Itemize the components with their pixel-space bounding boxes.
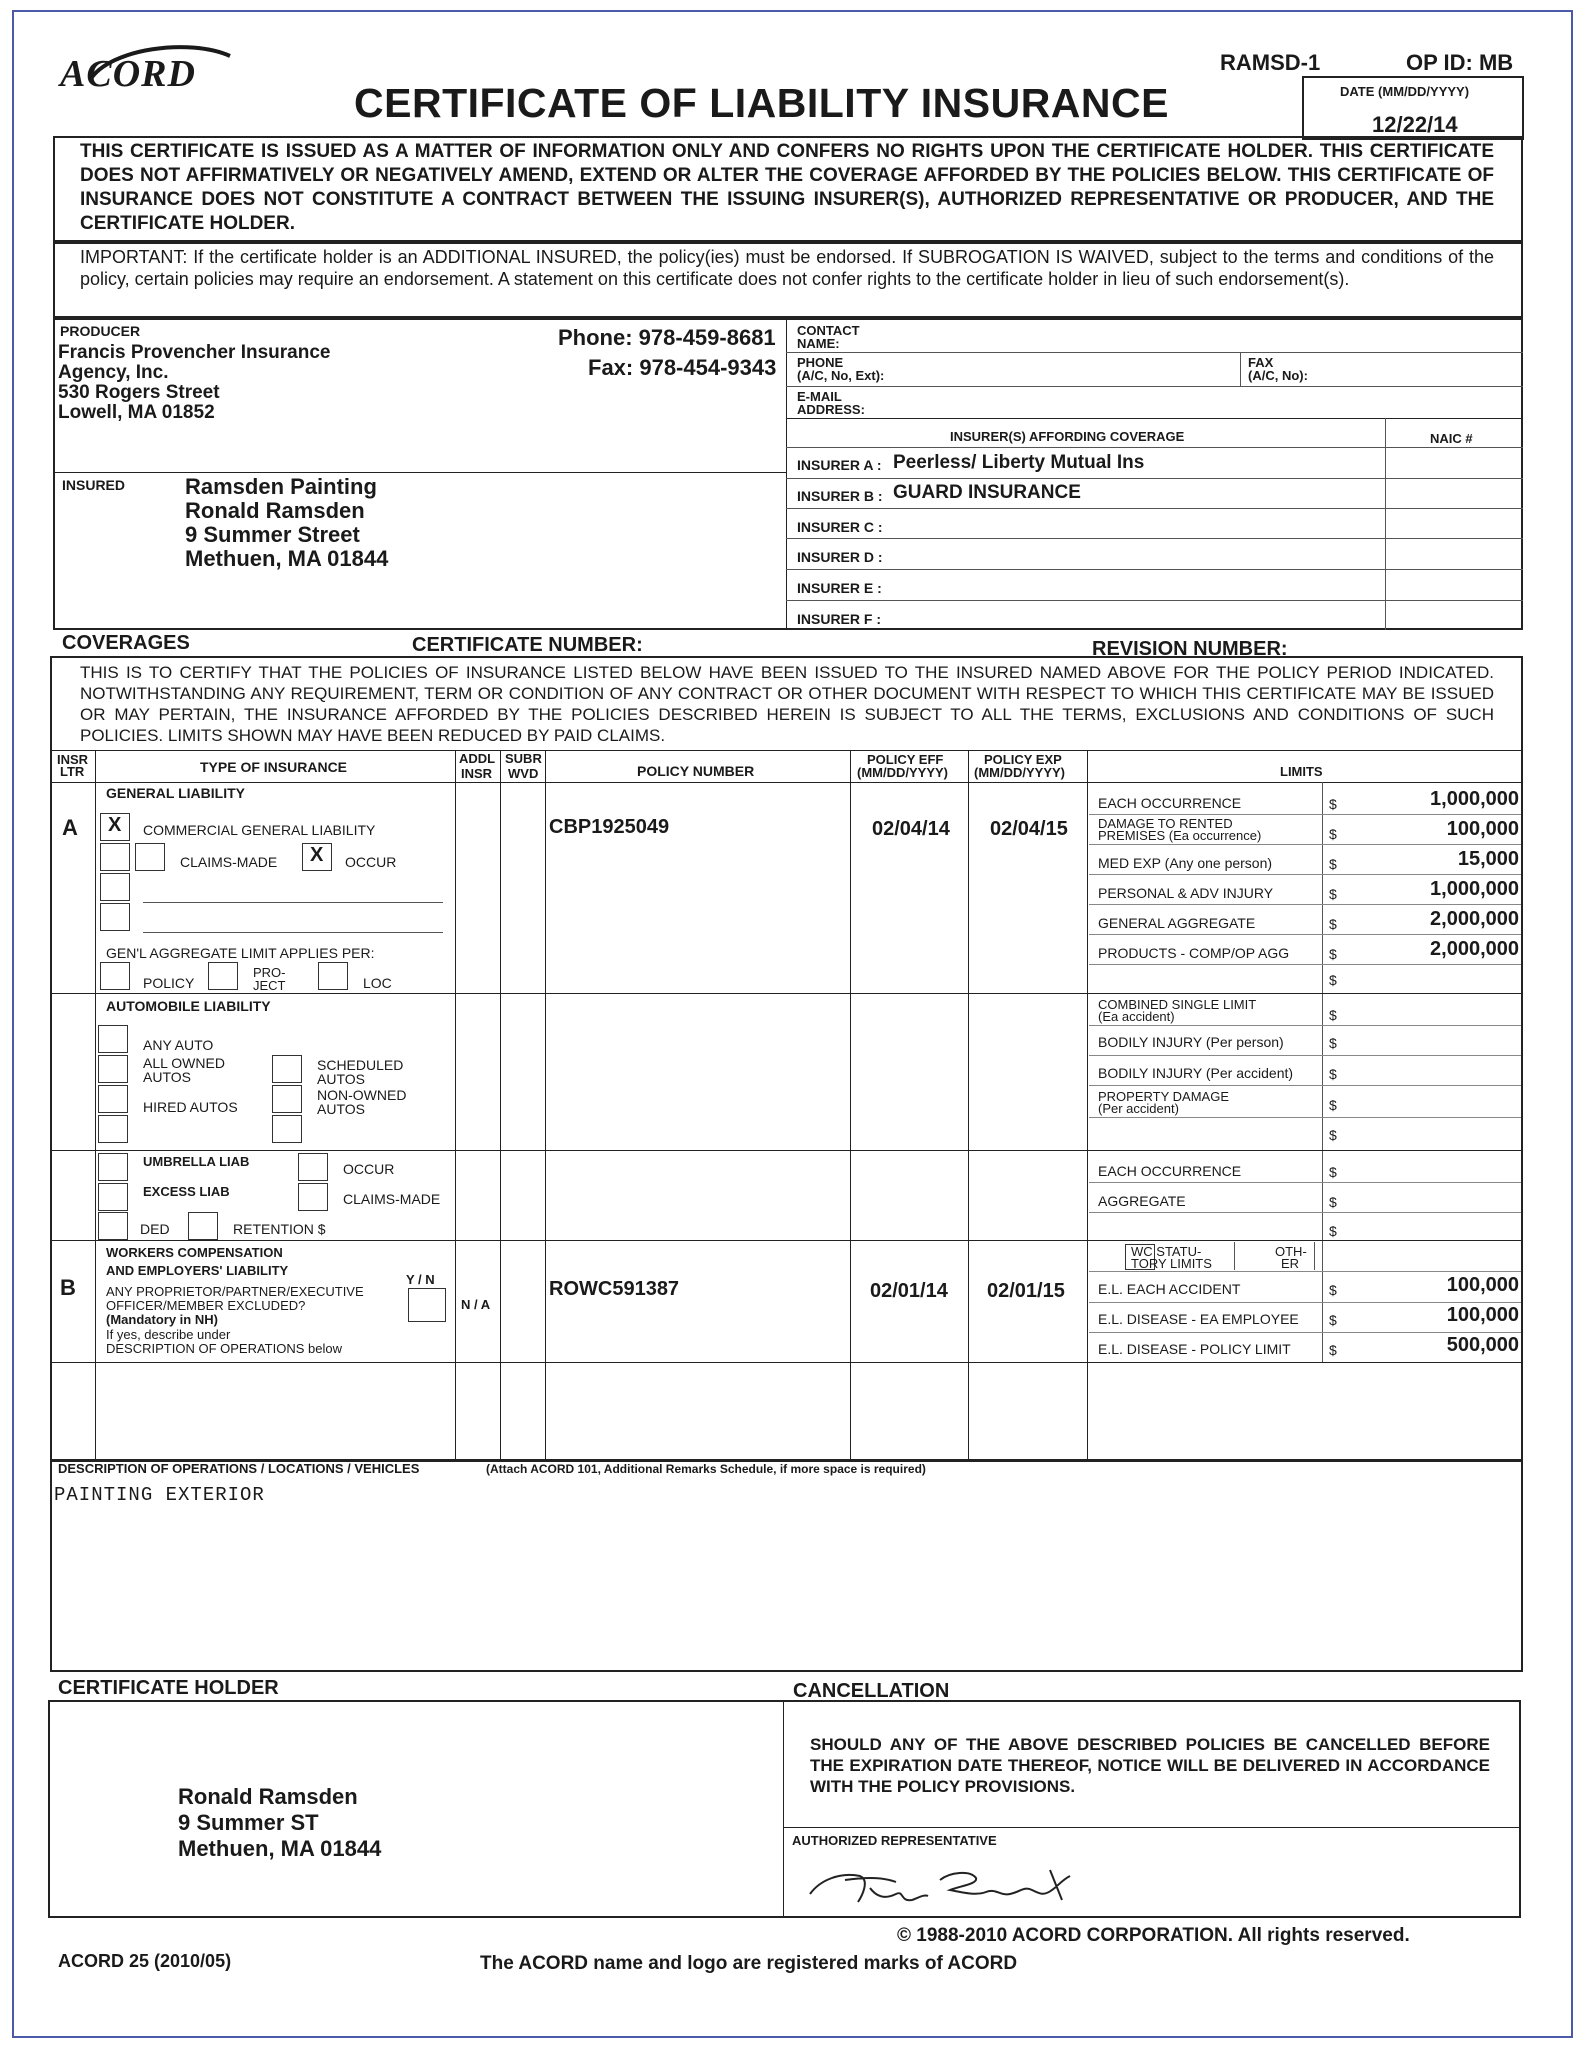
wc-other-label: OTH- bbox=[1275, 1244, 1307, 1259]
limits-header: LIMITS bbox=[1280, 764, 1323, 779]
certificate-holder-label: CERTIFICATE HOLDER bbox=[58, 1677, 279, 1699]
wc-title: WORKERS COMPENSATION bbox=[106, 1245, 283, 1260]
ded-label: DED bbox=[140, 1221, 170, 1237]
insurer-b-value: GUARD INSURANCE bbox=[893, 482, 1081, 503]
gl-limit-row: MED EXP (Any one person) $ 15,000 bbox=[1089, 844, 1521, 875]
insured-contact: Ronald Ramsden bbox=[185, 498, 365, 523]
insurer-f-label: INSURER F : bbox=[797, 611, 881, 627]
ramsd-code: RAMSD-1 bbox=[1220, 50, 1321, 75]
gl-limit-row: PRODUCTS - COMP/OP AGG $ 2,000,000 bbox=[1089, 934, 1521, 965]
date-value: 12/22/14 bbox=[1372, 112, 1458, 137]
auto-title: AUTOMOBILE LIABILITY bbox=[106, 998, 271, 1014]
wc-limit-row: E.L. DISEASE - EA EMPLOYEE $ 100,000 bbox=[1089, 1302, 1521, 1333]
wc-question: ANY PROPRIETOR/PARTNER/EXECUTIVE bbox=[106, 1284, 364, 1299]
claims-made-label: CLAIMS-MADE bbox=[180, 854, 278, 870]
gl-policy-number: CBP1925049 bbox=[549, 816, 670, 838]
gl-limit-row: PERSONAL & ADV INJURY $ 1,000,000 bbox=[1089, 874, 1521, 905]
wc-exp-date: 02/01/15 bbox=[987, 1280, 1065, 1302]
description-text: PAINTING EXTERIOR bbox=[54, 1484, 265, 1506]
gl-insurer-letter: A bbox=[62, 815, 78, 840]
disclaimer-text: THIS CERTIFICATE IS ISSUED AS A MATTER OF INFORMATION ONLY AND CONFERS NO RIGHTS UPON THE CERTIFICATE HOLDER. THIS CERTIFICATE DOES NOT AFFIRMATIVELY OR NEGATIVELY AMEND, EXTEND OR ALTER THE COVERAGE AFFORDED BY THE POLICIES BELOW. THIS CERTIFICATE OF INSURANCE DOES NOT CONSTITUTE A CONTRACT BETWEEN THE ISSUING INSURER(S), AUTHORIZED REPRESENTATIVE OR PRODUCER, AND THE CERTIFICATE HOLDER. bbox=[80, 141, 1494, 234]
hired-label: HIRED AUTOS bbox=[143, 1099, 238, 1115]
wc-limit-row: E.L. EACH ACCIDENT $ 100,000 bbox=[1089, 1271, 1521, 1303]
umbrella-label: UMBRELLA LIAB bbox=[143, 1154, 250, 1169]
umbrella-limit-row: AGGREGATE $ bbox=[1089, 1182, 1521, 1213]
wc-excluded-checkbox[interactable] bbox=[408, 1288, 446, 1322]
gl-limit-row: GENERAL AGGREGATE $ 2,000,000 bbox=[1089, 904, 1521, 935]
gl-limit-row: $ bbox=[1329, 972, 1337, 988]
producer-name-2: Agency, Inc. bbox=[58, 362, 169, 383]
authorized-rep-label: AUTHORIZED REPRESENTATIVE bbox=[792, 1833, 997, 1848]
wc-policy-number: ROWC591387 bbox=[549, 1278, 680, 1300]
insurer-d-label: INSURER D : bbox=[797, 549, 883, 565]
holder-street: 9 Summer ST bbox=[178, 1810, 319, 1835]
umb-occur-label: OCCUR bbox=[343, 1161, 395, 1177]
agg-project-label: PRO- bbox=[253, 965, 286, 980]
excess-checkbox[interactable] bbox=[98, 1183, 128, 1211]
wc-statutory-label: WC STATU- bbox=[1131, 1244, 1202, 1259]
insured-street: 9 Summer Street bbox=[185, 522, 360, 547]
naic-header: NAIC # bbox=[1430, 431, 1473, 446]
producer-fax: Fax: 978-454-9343 bbox=[588, 355, 777, 380]
el-disease-employee-amount: 100,000 bbox=[1446, 1304, 1519, 1326]
holder-cancellation-box bbox=[48, 1700, 1521, 1918]
scheduled-label: SCHEDULED bbox=[317, 1057, 404, 1073]
occur-mark: X bbox=[310, 844, 324, 866]
subr-header: SUBR bbox=[505, 751, 542, 766]
contact-email-label: E-MAIL bbox=[797, 389, 842, 404]
contact-fax-label: FAX bbox=[1248, 355, 1274, 370]
copyright: © 1988-2010 ACORD CORPORATION. All rights reserved. bbox=[897, 1925, 1410, 1946]
umbrella-limit-row: $ bbox=[1329, 1223, 1337, 1239]
wc-yn-label: Y / N bbox=[406, 1272, 435, 1287]
eff-header: POLICY EFF bbox=[867, 752, 944, 767]
insurers-header: INSURER(S) AFFORDING COVERAGE bbox=[950, 429, 1185, 444]
occur-label: OCCUR bbox=[345, 854, 397, 870]
addl-header: ADDL bbox=[459, 751, 496, 766]
producer-label: PRODUCER bbox=[60, 323, 141, 339]
description-note: (Attach ACORD 101, Additional Remarks Schedule, if more space is required) bbox=[486, 1462, 926, 1476]
gl-eff-date: 02/04/14 bbox=[872, 818, 950, 840]
claims-made-checkbox[interactable] bbox=[135, 843, 165, 871]
damage-rented-amount: 100,000 bbox=[1446, 818, 1519, 840]
insurer-a-value: Peerless/ Liberty Mutual Ins bbox=[893, 452, 1145, 473]
date-label: DATE (MM/DD/YYYY) bbox=[1340, 84, 1470, 99]
producer-name: Francis Provencher Insurance bbox=[58, 342, 331, 363]
description-label: DESCRIPTION OF OPERATIONS / LOCATIONS / VEHICLES bbox=[58, 1461, 420, 1476]
excess-label: EXCESS LIAB bbox=[143, 1184, 230, 1199]
exp-header: POLICY EXP bbox=[984, 752, 1062, 767]
insured-city: Methuen, MA 01844 bbox=[185, 546, 389, 571]
policy-number-header: POLICY NUMBER bbox=[637, 763, 755, 779]
insurer-c-label: INSURER C : bbox=[797, 519, 883, 535]
el-disease-policy-amount: 500,000 bbox=[1446, 1334, 1519, 1356]
gl-title: GENERAL LIABILITY bbox=[106, 785, 245, 801]
auto-limit-row: $ bbox=[1329, 1127, 1337, 1143]
auto-limit-row: BODILY INJURY (Per accident) $ bbox=[1089, 1055, 1521, 1086]
gen-agg-applies: GEN'L AGGREGATE LIMIT APPLIES PER: bbox=[106, 945, 375, 961]
each-occurrence-amount: 1,000,000 bbox=[1430, 788, 1519, 810]
contact-phone-label: PHONE bbox=[797, 355, 844, 370]
umb-claims-checkbox[interactable] bbox=[298, 1183, 328, 1211]
el-each-accident-amount: 100,000 bbox=[1446, 1274, 1519, 1296]
holder-city: Methuen, MA 01844 bbox=[178, 1836, 382, 1861]
wc-limit-row: E.L. DISEASE - POLICY LIMIT $ 500,000 bbox=[1098, 1334, 1519, 1358]
coverages-label: COVERAGES bbox=[62, 632, 190, 654]
holder-name: Ronald Ramsden bbox=[178, 1784, 358, 1809]
contact-name-label: CONTACT bbox=[797, 323, 860, 338]
all-owned-label: ALL OWNED bbox=[143, 1055, 225, 1071]
agg-loc-checkbox[interactable] bbox=[318, 962, 348, 990]
gl-limit-row: DAMAGE TO RENTED PREMISES (Ea occurrence) $ 100,000 bbox=[1089, 814, 1521, 845]
gl-limit-row: EACH OCCURRENCE $ 1,000,000 bbox=[1089, 784, 1521, 815]
umb-claims-label: CLAIMS-MADE bbox=[343, 1191, 441, 1207]
producer-phone: Phone: 978-459-8681 bbox=[558, 325, 776, 350]
med-exp-amount: 15,000 bbox=[1457, 848, 1519, 870]
cancellation-text: SHOULD ANY OF THE ABOVE DESCRIBED POLICIES BE CANCELLED BEFORE THE EXPIRATION DATE THEREOF, NOTICE WILL BE DELIVERED IN ACCORDANCE WITH THE POLICY PROVISIONS. bbox=[810, 1735, 1490, 1796]
insured-label: INSURED bbox=[62, 477, 126, 493]
acord-logo: ACORD bbox=[60, 53, 196, 95]
auto-limit-row: COMBINED SINGLE LIMIT (Ea accident) $ bbox=[1089, 995, 1521, 1026]
coverages-statement: THIS IS TO CERTIFY THAT THE POLICIES OF INSURANCE LISTED BELOW HAVE BEEN ISSUED TO THE INSURED NAMED ABOVE FOR THE POLICY PERIOD INDICATED. NOTWITHSTANDING ANY REQUIREMENT, TERM OR CONDITION OF ANY CONTRACT OR OTHER DOCUMENT WITH RESPECT TO WHICH THIS CERTIFICATE MAY BE ISSUED OR MAY PERTAIN, THE INSURANCE AFFORDED BY THE POLICIES DESCRIBED HEREIN IS SUBJECT TO ALL THE TERMS, EXCLUSIONS AND CONDITIONS OF SUCH POLICIES. LIMITS SHOWN MAY HAVE BEEN REDUCED BY PAID CLAIMS. bbox=[80, 663, 1494, 745]
products-agg-amount: 2,000,000 bbox=[1430, 938, 1519, 960]
insured-name: Ramsden Painting bbox=[185, 474, 377, 499]
auto-limit-row: PROPERTY DAMAGE (Per accident) $ bbox=[1089, 1085, 1521, 1118]
cgl-label: COMMERCIAL GENERAL LIABILITY bbox=[143, 822, 376, 838]
registered-marks: The ACORD name and logo are registered marks of ACORD bbox=[480, 1953, 1018, 1974]
cgl-mark: X bbox=[108, 814, 122, 836]
type-header: TYPE OF INSURANCE bbox=[200, 759, 348, 775]
insurer-e-label: INSURER E : bbox=[797, 580, 882, 596]
description-box bbox=[50, 1460, 1523, 1672]
umbrella-limits bbox=[1089, 1152, 1521, 1240]
certificate-number-label: CERTIFICATE NUMBER: bbox=[412, 634, 643, 656]
umb-occur-checkbox[interactable] bbox=[298, 1153, 328, 1181]
revision-number-label: REVISION NUMBER: bbox=[1092, 638, 1288, 660]
form-number: ACORD 25 (2010/05) bbox=[58, 1951, 232, 1971]
wc-addl-na: N / A bbox=[461, 1297, 491, 1312]
auto-limits bbox=[1089, 995, 1521, 1150]
umbrella-limit-row: EACH OCCURRENCE $ bbox=[1089, 1152, 1521, 1183]
signature-icon bbox=[800, 1850, 1120, 1920]
all-owned-checkbox[interactable] bbox=[98, 1055, 128, 1083]
agg-project-checkbox[interactable] bbox=[208, 962, 238, 990]
insr-ltr-header: INSR bbox=[57, 752, 89, 767]
insurer-a-label: INSURER A : bbox=[797, 457, 882, 473]
hired-checkbox[interactable] bbox=[98, 1085, 128, 1113]
retention-label: RETENTION $ bbox=[233, 1221, 326, 1237]
wc-eff-date: 02/01/14 bbox=[870, 1280, 948, 1302]
any-auto-label: ANY AUTO bbox=[143, 1037, 214, 1053]
personal-adv-amount: 1,000,000 bbox=[1430, 878, 1519, 900]
insurer-b-label: INSURER B : bbox=[797, 488, 883, 504]
important-text: IMPORTANT: If the certificate holder is an ADDITIONAL INSURED, the policy(ies) must be endorsed. If SUBROGATION IS WAIVED, subject to the terms and conditions of the policy, certain policies may require an endorsement. A statement on this certificate does not confer rights to the certificate holder in lieu of such endorsement(s). bbox=[80, 247, 1494, 289]
non-owned-label: NON-OWNED bbox=[317, 1087, 407, 1103]
non-owned-checkbox[interactable] bbox=[272, 1085, 302, 1113]
agg-loc-label: LOC bbox=[363, 975, 392, 991]
any-auto-checkbox[interactable] bbox=[98, 1025, 128, 1053]
gl-exp-date: 02/04/15 bbox=[990, 818, 1068, 840]
producer-city: Lowell, MA 01852 bbox=[58, 402, 215, 423]
auto-limit-row: BODILY INJURY (Per person) $ bbox=[1089, 1025, 1521, 1056]
wc-insurer-letter: B bbox=[60, 1275, 76, 1300]
document-title: CERTIFICATE OF LIABILITY INSURANCE bbox=[354, 80, 1169, 126]
scheduled-checkbox[interactable] bbox=[272, 1055, 302, 1083]
producer-street: 530 Rogers Street bbox=[58, 382, 220, 403]
umbrella-checkbox[interactable] bbox=[98, 1153, 128, 1181]
op-id: OP ID: MB bbox=[1406, 50, 1514, 75]
agg-policy-label: POLICY bbox=[143, 975, 195, 991]
general-aggregate-amount: 2,000,000 bbox=[1430, 908, 1519, 930]
wc-limits: WC STATU- TORY LIMITS OTH- ER E.L. EACH ACCIDENT $ 100,000 E.L. DISEASE - EA EMPLOYEE $ 100,000 E.L. DISEASE - POLICY LIMIT $ 500,000 bbox=[1089, 1242, 1521, 1362]
cancellation-label: CANCELLATION bbox=[793, 1680, 950, 1702]
agg-policy-checkbox[interactable] bbox=[100, 962, 130, 990]
gl-limits bbox=[1089, 784, 1521, 992]
